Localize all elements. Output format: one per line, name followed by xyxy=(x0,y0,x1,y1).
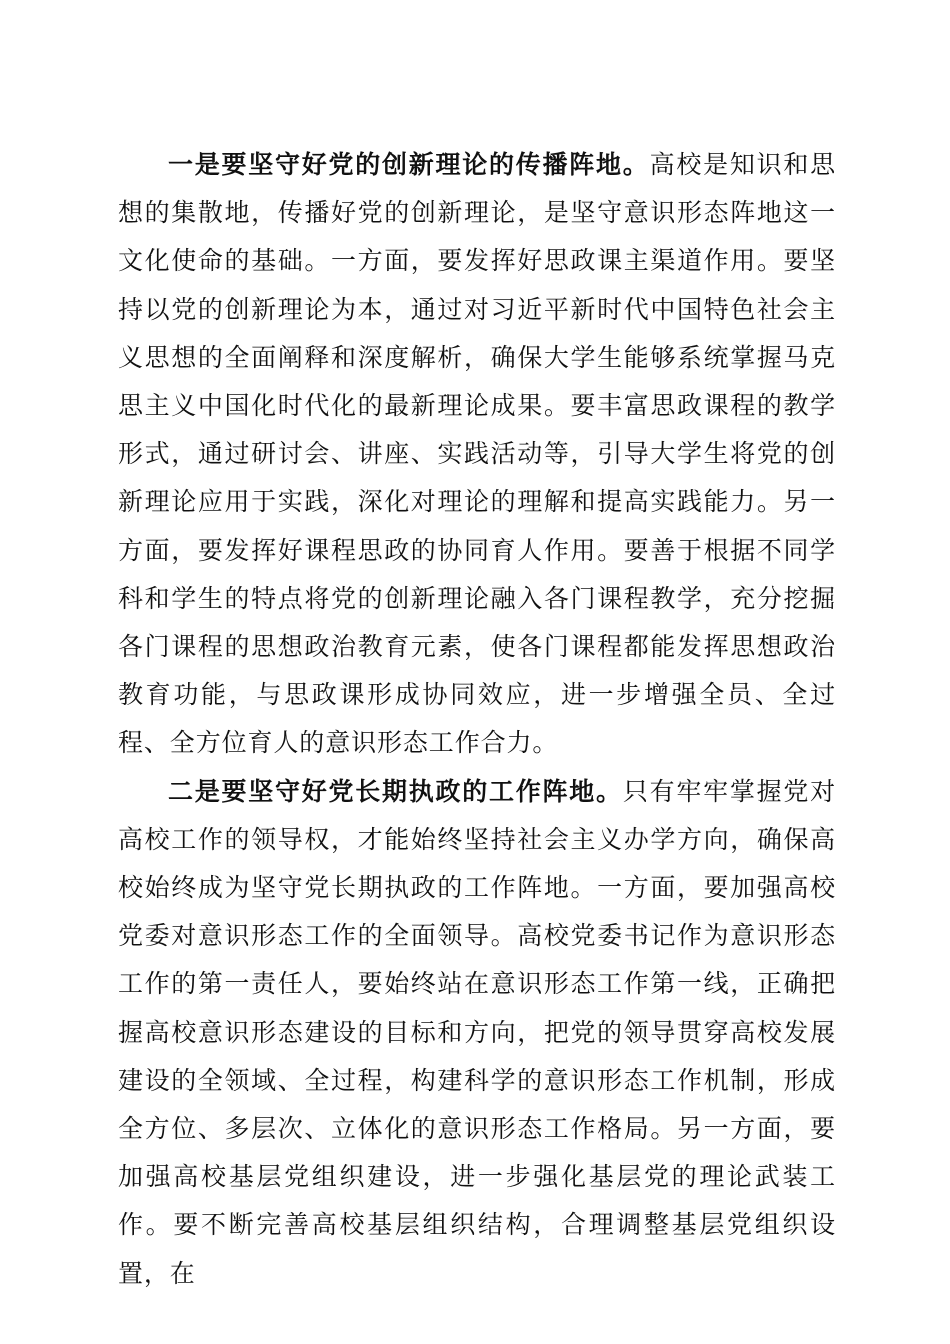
paragraph-1 xyxy=(118,141,836,768)
document-body xyxy=(118,141,836,1298)
paragraph-2 xyxy=(118,768,836,1298)
paragraph-2-body: 只有牢牢掌握党对高校工作的领导权，才能始终坚持社会主义办学方向，确保高校始终成为坚守党长期执政的工作阵地。一方面，要加强高校党委对意识形态工作的全面领导。高校党委书记作为意识形态工作的第一责任人，要始终站在意识形态工作第一线，正确把握高校意识形态建设的目标和方向，把党的领导贯穿高校发展建设的全领域、全过程，构建科学的意识形态工作机制，形成全方位、多层次、立体化的意识形态工作格局。另一方面，要加强高校基层党组织建设，进一步强化基层党的理论武装工作。要不断完善高校基层组织结构，合理调整基层党组织设置，在 xyxy=(118,776,836,1288)
paragraph-2-lead: 二是要坚守好党长期执政的工作阵地。 xyxy=(168,776,623,806)
paragraph-1-body: 高校是知识和思想的集散地，传播好党的创新理论，是坚守意识形态阵地这一文化使命的基础。一方面，要发挥好思政课主渠道作用。要坚持以党的创新理论为本，通过对习近平新时代中国特色社会主义思想的全面阐释和深度解析，确保大学生能够系统掌握马克思主义中国化时代化的最新理论成果。要丰富思政课程的教学形式，通过研讨会、讲座、实践活动等，引导大学生将党的创新理论应用于实践，深化对理论的理解和提高实践能力。另一方面，要发挥好课程思政的协同育人作用。要善于根据不同学科和学生的特点将党的创新理论融入各门课程教学，充分挖掘各门课程的思想政治教育元素，使各门课程都能发挥思想政治教育功能，与思政课形成协同效应，进一步增强全员、全过程、全方位育人的意识形态工作合力。 xyxy=(118,150,836,758)
paragraph-1-lead: 一是要坚守好党的创新理论的传播阵地。 xyxy=(168,150,650,179)
